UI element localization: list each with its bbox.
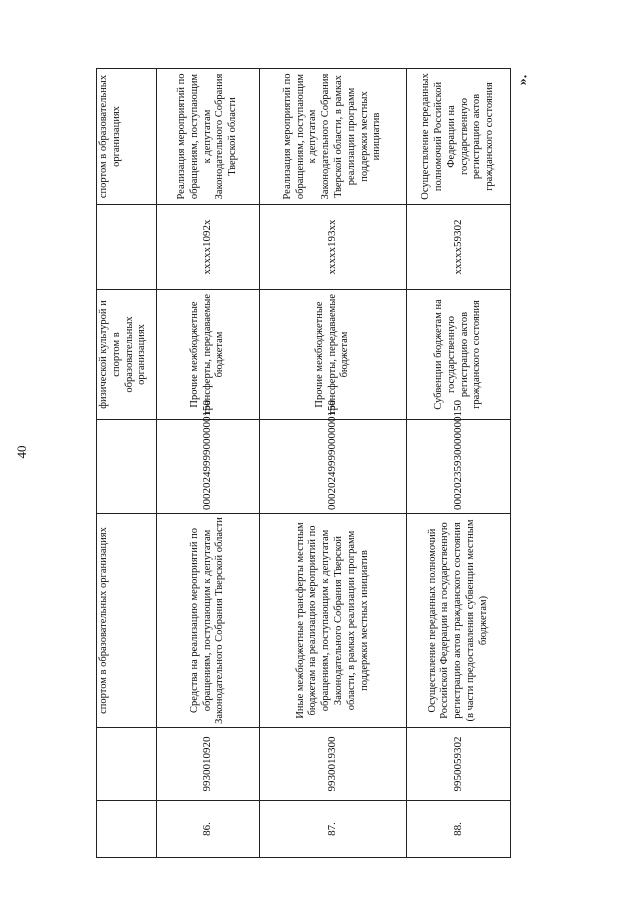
cell-num [97,801,157,858]
cell-kcsr: xxxxx193xx [260,205,407,290]
cell-num: 87. [260,801,407,858]
table-row [157,69,260,858]
cell-kbk: 00020235930000000150 [407,420,511,514]
cell-kbk [97,420,157,514]
cell-purpose: Прочие межбюджетные трансферты, передаваемые бюджетам [260,290,407,420]
table-row [260,69,407,858]
allocation-table [96,68,511,858]
table-row-continuation [97,69,157,858]
cell-target: Осуществление переданных полномочий Российской Федерации на государственную регистрацию актов гражданского состояния [407,69,511,205]
cell-num: 88. [407,801,511,858]
cell-name: спортом в образовательных организациях [97,514,157,728]
cell-code: 9930019300 [260,728,407,801]
cell-purpose: физической культурой и спортом в образовательных организациях [97,290,157,420]
cell-target: Реализация мероприятий по обращениям, поступающим к депутатам Законодательного Собрания Тверской области [157,69,260,205]
cell-num: 86. [157,801,260,858]
cell-code: 9950059302 [407,728,511,801]
cell-target: спортом в образовательных организациях [97,69,157,205]
cell-name: Осуществление переданных полномочий Российской Федерации на государственную регистрацию актов гражданского состояния (в части предоставления субвенции местным бюджетам) [407,514,511,728]
cell-name: Иные межбюджетные трансферты местным бюджетам на реализацию мероприятий по обращениям, поступающим к депутатам Законодательного Собрания Тверской области, в рамках реализации программ поддержки местных инициатив [260,514,407,728]
cell-kbk: 00020249999000000150 [157,420,260,514]
closing-quote-mark: ». [515,74,531,86]
table-row [407,69,511,858]
table-container [96,69,510,858]
cell-kcsr: xxxxx1092x [157,205,260,290]
page-number: 40 [14,445,29,459]
cell-code: 9930010920 [157,728,260,801]
cell-name: Средства на реализацию мероприятий по обращениям, поступающим к депутатам Законодательного Собрания Тверской области [157,514,260,728]
cell-purpose: Субвенции бюджетам на государственную регистрацию актов гражданского состояния [407,290,511,420]
cell-kcsr [97,205,157,290]
cell-kcsr: xxxxx59302 [407,205,511,290]
cell-purpose: Прочие межбюджетные трансферты, передаваемые бюджетам [157,290,260,420]
cell-kbk: 00020249999000000150 [260,420,407,514]
cell-code [97,728,157,801]
cell-target: Реализация мероприятий по обращениям, поступающим к депутатам Законодательного Собрания Тверской области, в рамках реализации программ поддержки местных инициатив [260,69,407,205]
